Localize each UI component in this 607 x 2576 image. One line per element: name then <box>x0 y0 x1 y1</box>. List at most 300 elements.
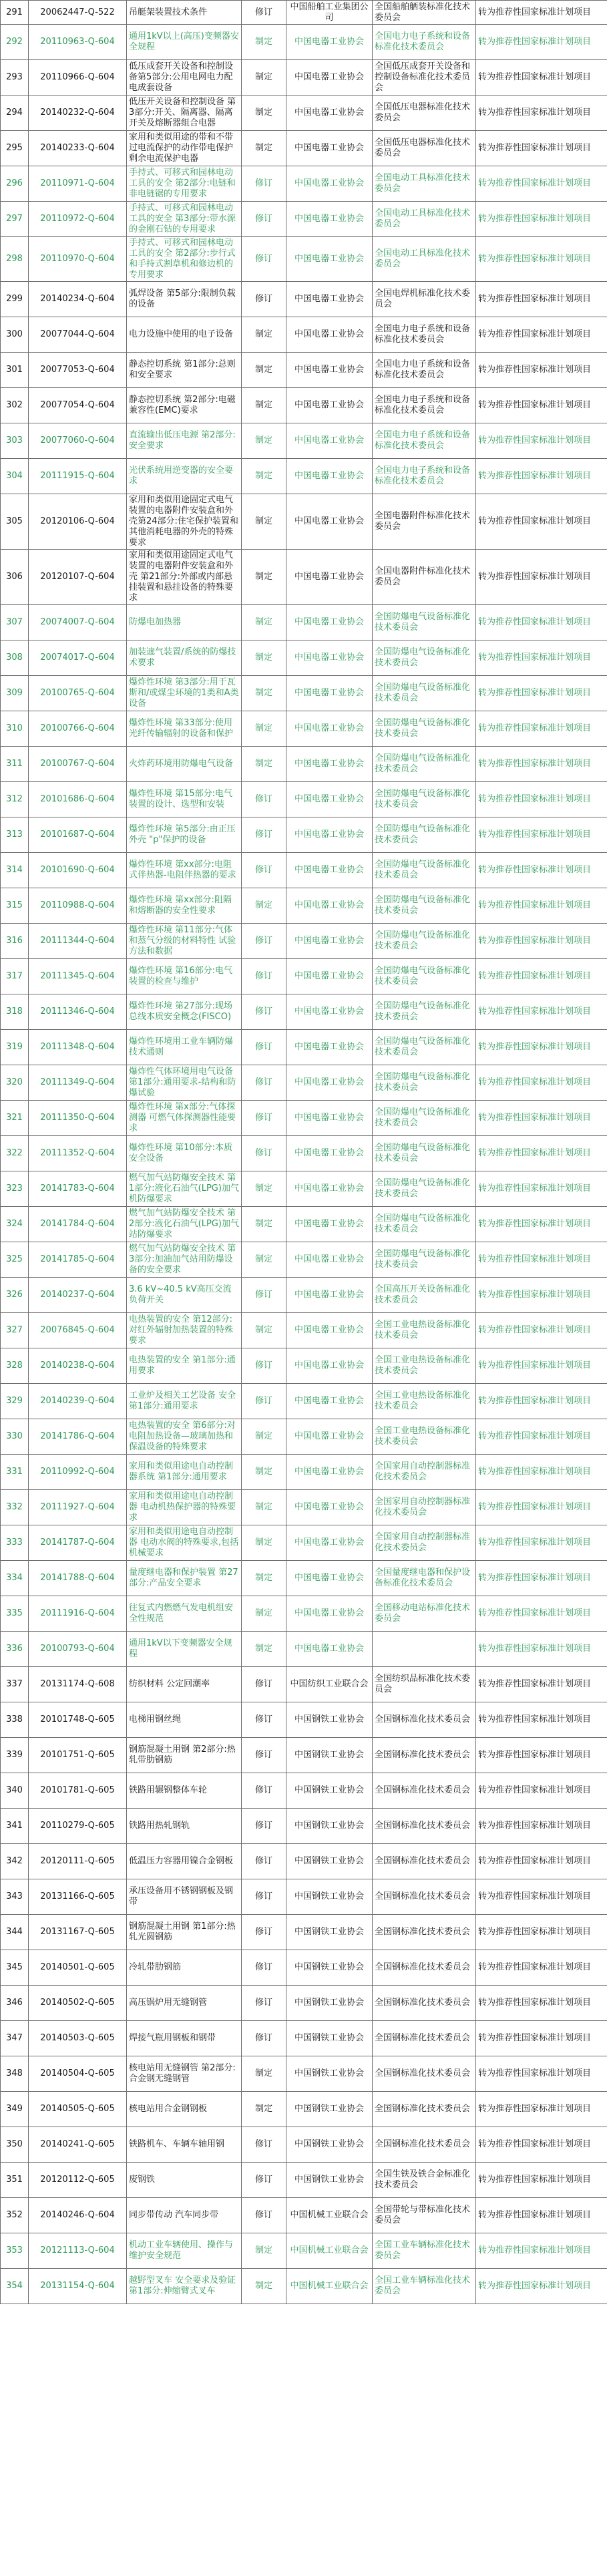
cell-name: 钢筋混凝土用钢 第2部分:热轧带肋钢筋 <box>127 1738 242 1773</box>
cell-type: 制定 <box>242 1207 286 1242</box>
cell-org: 中国机械工业联合会 <box>286 2198 373 2233</box>
cell-status: 转为推荐性国家标准计划项目 <box>476 423 607 459</box>
cell-no: 346 <box>1 1986 29 2021</box>
table-row <box>1 888 607 924</box>
cell-org: 中国电器工业协会 <box>286 202 373 237</box>
cell-org: 中国钢铁工业协会 <box>286 1844 373 1879</box>
cell-org: 中国电器工业协会 <box>286 1171 373 1207</box>
cell-type: 修订 <box>242 1702 286 1738</box>
cell-committee: 全国防爆电气设备标准化技术委员会 <box>373 959 476 994</box>
cell-name: 通用1kV以下变频器安全规程 <box>127 1632 242 1667</box>
cell-name: 火炸药环境用防爆电气设备 <box>127 747 242 782</box>
cell-code: 20110966-Q-604 <box>29 60 127 96</box>
cell-name: 弧焊设备 第5部分:限制负载的设备 <box>127 282 242 317</box>
cell-org: 中国电器工业协会 <box>286 1207 373 1242</box>
cell-no: 293 <box>1 60 29 96</box>
cell-code: 20111348-Q-604 <box>29 1030 127 1065</box>
cell-name: 电热装置的安全 第6部分:对电阻加热设备—玻璃加热和保温设备的特殊要求 <box>127 1419 242 1455</box>
cell-status: 转为推荐性国家标准计划项目 <box>476 1136 607 1171</box>
cell-type: 修订 <box>242 1773 286 1809</box>
cell-type: 修订 <box>242 959 286 994</box>
cell-org: 中国电器工业协会 <box>286 423 373 459</box>
table-row <box>1 1738 607 1773</box>
cell-name: 低温压力容器用镍合金钢板 <box>127 1844 242 1879</box>
table-row <box>1 202 607 237</box>
cell-code: 20077044-Q-604 <box>29 317 127 353</box>
cell-status: 转为推荐性国家标准计划项目 <box>476 1455 607 1490</box>
cell-code: 20110970-Q-604 <box>29 237 127 282</box>
cell-type: 制定 <box>242 60 286 96</box>
cell-status: 转为推荐性国家标准计划项目 <box>476 924 607 959</box>
cell-code: 20140232-Q-604 <box>29 96 127 131</box>
table-row <box>1 1561 607 1596</box>
cell-org: 中国钢铁工业协会 <box>286 2056 373 2092</box>
cell-committee: 全国钢标准化技术委员会 <box>373 1915 476 1950</box>
cell-no: 296 <box>1 166 29 202</box>
cell-committee: 全国防爆电气设备标准化技术委员会 <box>373 888 476 924</box>
cell-type: 修订 <box>242 2198 286 2233</box>
cell-name: 燃气加气站防爆安全技术 第3部分:加油加气站用防爆设备的安全要求 <box>127 1242 242 1278</box>
cell-code: 20110279-Q-605 <box>29 1809 127 1844</box>
cell-type: 修订 <box>242 994 286 1030</box>
cell-name: 量度继电器和保护装置 第27部分:产品安全要求 <box>127 1561 242 1596</box>
cell-committee: 全国低压成套开关设备和控制设备标准化技术委员会 <box>373 60 476 96</box>
cell-org: 中国电器工业协会 <box>286 605 373 640</box>
cell-org: 中国钢铁工业协会 <box>286 2021 373 2056</box>
table-row <box>1 676 607 711</box>
cell-no: 326 <box>1 1278 29 1313</box>
table-row <box>1 640 607 676</box>
table-row <box>1 317 607 353</box>
cell-committee: 全国防爆电气设备标准化技术委员会 <box>373 1030 476 1065</box>
cell-org: 中国电器工业协会 <box>286 282 373 317</box>
cell-code: 20110971-Q-604 <box>29 166 127 202</box>
cell-committee: 全国防爆电气设备标准化技术委员会 <box>373 924 476 959</box>
cell-no: 353 <box>1 2233 29 2269</box>
table-row <box>1 282 607 317</box>
cell-code: 20076845-Q-604 <box>29 1313 127 1348</box>
cell-status: 转为推荐性国家标准计划项目 <box>476 1561 607 1596</box>
cell-name: 家用和类似用途固定式电气装置的电器附件安装盒和外壳 第21部分:外部或内部悬挂装置和悬挂设备的特殊要求 <box>127 550 242 605</box>
cell-org: 中国电器工业协会 <box>286 494 373 550</box>
cell-type: 制定 <box>242 640 286 676</box>
cell-code: 20111352-Q-604 <box>29 1136 127 1171</box>
cell-name: 爆炸性环境 第x部分:气体探测器 可燃气体探测器性能要求 <box>127 1101 242 1136</box>
cell-name: 铁路用热轧钢轨 <box>127 1809 242 1844</box>
cell-status: 转为推荐性国家标准计划项目 <box>476 494 607 550</box>
cell-code: 20131166-Q-605 <box>29 1879 127 1915</box>
cell-no: 298 <box>1 237 29 282</box>
cell-name: 爆炸性环境 第15部分:电气装置的设计、选型和安装 <box>127 782 242 817</box>
cell-name: 铁路用辗钢整体车轮 <box>127 1773 242 1809</box>
cell-code: 20140505-Q-605 <box>29 2092 127 2127</box>
table-row <box>1 1278 607 1313</box>
cell-code: 20111915-Q-604 <box>29 459 127 494</box>
cell-status: 转为推荐性国家标准计划项目 <box>476 1419 607 1455</box>
table-row <box>1 2163 607 2198</box>
cell-org: 中国钢铁工业协会 <box>286 1915 373 1950</box>
cell-code: 20111344-Q-604 <box>29 924 127 959</box>
cell-no: 349 <box>1 2092 29 2127</box>
cell-type: 制定 <box>242 2056 286 2092</box>
cell-status: 转为推荐性国家标准计划项目 <box>476 1313 607 1348</box>
cell-name: 通用1kV以上(高压)变频器安全规程 <box>127 25 242 60</box>
table-row <box>1 423 607 459</box>
cell-name: 爆炸性环境 第xx部分:阻隔和熔断器的安全性要求 <box>127 888 242 924</box>
cell-no: 306 <box>1 550 29 605</box>
cell-status: 转为推荐性国家标准计划项目 <box>476 202 607 237</box>
cell-code: 20101687-Q-604 <box>29 817 127 853</box>
cell-org: 中国电器工业协会 <box>286 1242 373 1278</box>
cell-no: 339 <box>1 1738 29 1773</box>
cell-type: 修订 <box>242 1348 286 1384</box>
table-row <box>1 1136 607 1171</box>
cell-name: 电梯用钢丝绳 <box>127 1702 242 1738</box>
cell-org: 中国电器工业协会 <box>286 817 373 853</box>
cell-org: 中国钢铁工业协会 <box>286 1950 373 1986</box>
cell-status: 转为推荐性国家标准计划项目 <box>476 605 607 640</box>
cell-status: 转为推荐性国家标准计划项目 <box>476 1986 607 2021</box>
cell-code: 20100767-Q-604 <box>29 747 127 782</box>
cell-code: 20111916-Q-604 <box>29 1596 127 1632</box>
cell-status: 转为推荐性国家标准计划项目 <box>476 1773 607 1809</box>
cell-name: 3.6 kV~40.5 kV高压交流负荷开关 <box>127 1278 242 1313</box>
cell-no: 327 <box>1 1313 29 1348</box>
cell-name: 机动工业车辆使用、操作与维护安全规范 <box>127 2233 242 2269</box>
cell-type: 修订 <box>242 1879 286 1915</box>
cell-committee: 全国电力电子系统和设备标准化技术委员会 <box>373 25 476 60</box>
cell-name: 爆炸性环境 第xx部分:电阻式伴热器-电阻伴热器的要求 <box>127 853 242 888</box>
cell-type: 修订 <box>242 1667 286 1702</box>
cell-code: 20121113-Q-604 <box>29 2233 127 2269</box>
cell-committee: 全国钢标准化技术委员会 <box>373 2092 476 2127</box>
cell-status: 转为推荐性国家标准计划项目 <box>476 1950 607 1986</box>
cell-status: 转为推荐性国家标准计划项目 <box>476 2092 607 2127</box>
cell-status: 转为推荐性国家标准计划项目 <box>476 676 607 711</box>
cell-no: 331 <box>1 1455 29 1490</box>
cell-name: 爆炸性环境 第27部分:现场总线本质安全概念(FISCO) <box>127 994 242 1030</box>
cell-code: 20131154-Q-604 <box>29 2269 127 2304</box>
cell-name: 光伏系统用逆变器的安全要求 <box>127 459 242 494</box>
cell-status: 转为推荐性国家标准计划项目 <box>476 1 607 25</box>
cell-no: 350 <box>1 2127 29 2163</box>
table-row <box>1 1313 607 1348</box>
cell-status: 转为推荐性国家标准计划项目 <box>476 1844 607 1879</box>
cell-org: 中国电器工业协会 <box>286 994 373 1030</box>
cell-committee: 全国带轮与带标准化技术委员会 <box>373 2198 476 2233</box>
cell-name: 燃气加气站防爆安全技术 第1部分:液化石油气(LPG)加气机防爆要求 <box>127 1171 242 1207</box>
cell-status: 转为推荐性国家标准计划项目 <box>476 1809 607 1844</box>
table-row <box>1 25 607 60</box>
cell-name: 家用和类似用途固定式电气装置的电器附件安装盒和外壳第24部分:住宅保护装置和其他消耗电器的外壳的特殊要求 <box>127 494 242 550</box>
cell-status: 转为推荐性国家标准计划项目 <box>476 1171 607 1207</box>
cell-no: 352 <box>1 2198 29 2233</box>
cell-no: 319 <box>1 1030 29 1065</box>
cell-committee: 全国钢标准化技术委员会 <box>373 2021 476 2056</box>
cell-type: 制定 <box>242 1242 286 1278</box>
cell-no: 292 <box>1 25 29 60</box>
cell-status: 转为推荐性国家标准计划项目 <box>476 1632 607 1667</box>
cell-status: 转为推荐性国家标准计划项目 <box>476 388 607 423</box>
cell-org: 中国钢铁工业协会 <box>286 2127 373 2163</box>
table-row <box>1 2092 607 2127</box>
cell-code: 20101686-Q-604 <box>29 782 127 817</box>
cell-no: 309 <box>1 676 29 711</box>
cell-type: 制定 <box>242 1596 286 1632</box>
cell-name: 直流输出低压电源 第2部分:安全要求 <box>127 423 242 459</box>
cell-org: 中国机械工业联合会 <box>286 2233 373 2269</box>
cell-committee: 全国移动电站标准化技术委员会 <box>373 1596 476 1632</box>
cell-org: 中国电器工业协会 <box>286 1065 373 1101</box>
cell-status: 转为推荐性国家标准计划项目 <box>476 237 607 282</box>
cell-committee: 全国防爆电气设备标准化技术委员会 <box>373 782 476 817</box>
cell-type: 制定 <box>242 1490 286 1525</box>
cell-no: 325 <box>1 1242 29 1278</box>
cell-committee: 全国钢标准化技术委员会 <box>373 1773 476 1809</box>
cell-no: 328 <box>1 1348 29 1384</box>
cell-code: 20077054-Q-604 <box>29 388 127 423</box>
cell-name: 家用和类似用途电自动控制器系统 第1部分:通用要求 <box>127 1455 242 1490</box>
table-row <box>1 1702 607 1738</box>
cell-committee: 全国钢标准化技术委员会 <box>373 1986 476 2021</box>
cell-type: 修订 <box>242 1101 286 1136</box>
cell-committee: 全国电动工具标准化技术委员会 <box>373 202 476 237</box>
cell-status: 转为推荐性国家标准计划项目 <box>476 888 607 924</box>
cell-status: 转为推荐性国家标准计划项目 <box>476 1030 607 1065</box>
cell-status: 转为推荐性国家标准计划项目 <box>476 2269 607 2304</box>
cell-org: 中国电器工业协会 <box>286 1455 373 1490</box>
cell-code: 20140241-Q-605 <box>29 2127 127 2163</box>
cell-org: 中国电器工业协会 <box>286 924 373 959</box>
cell-type: 制定 <box>242 353 286 388</box>
cell-name: 加装遮气装置/系统的防爆技术要求 <box>127 640 242 676</box>
cell-committee: 全国钢标准化技术委员会 <box>373 1879 476 1915</box>
cell-no: 310 <box>1 711 29 747</box>
cell-code: 20141783-Q-604 <box>29 1171 127 1207</box>
cell-status: 转为推荐性国家标准计划项目 <box>476 2021 607 2056</box>
cell-no: 343 <box>1 1879 29 1915</box>
cell-org: 中国钢铁工业协会 <box>286 1738 373 1773</box>
cell-org: 中国电器工业协会 <box>286 1348 373 1384</box>
cell-committee: 全国高压开关设备标准化技术委员会 <box>373 1278 476 1313</box>
cell-committee <box>373 1632 476 1667</box>
cell-org: 中国电器工业协会 <box>286 550 373 605</box>
table-row <box>1 1632 607 1667</box>
cell-no: 336 <box>1 1632 29 1667</box>
cell-org: 中国电器工业协会 <box>286 1490 373 1525</box>
cell-code: 20100766-Q-604 <box>29 711 127 747</box>
cell-code: 20120111-Q-605 <box>29 1844 127 1879</box>
cell-type: 修订 <box>242 1915 286 1950</box>
cell-status: 转为推荐性国家标准计划项目 <box>476 25 607 60</box>
cell-code: 20140234-Q-604 <box>29 282 127 317</box>
cell-status: 转为推荐性国家标准计划项目 <box>476 747 607 782</box>
cell-code: 20141784-Q-604 <box>29 1207 127 1242</box>
cell-org: 中国电器工业协会 <box>286 782 373 817</box>
cell-no: 314 <box>1 853 29 888</box>
table-row <box>1 1065 607 1101</box>
cell-committee: 全国电力电子系统和设备标准化技术委员会 <box>373 459 476 494</box>
cell-org: 中国电器工业协会 <box>286 96 373 131</box>
table-row <box>1 166 607 202</box>
cell-code: 20100793-Q-604 <box>29 1632 127 1667</box>
cell-committee: 全国防爆电气设备标准化技术委员会 <box>373 605 476 640</box>
cell-status: 转为推荐性国家标准计划项目 <box>476 1384 607 1419</box>
cell-status: 转为推荐性国家标准计划项目 <box>476 2163 607 2198</box>
cell-no: 295 <box>1 131 29 166</box>
cell-name: 爆炸性环境 第5部分:由正压外壳 "p"保护的设备 <box>127 817 242 853</box>
cell-no: 323 <box>1 1171 29 1207</box>
cell-no: 330 <box>1 1419 29 1455</box>
cell-name: 纺织材料 公定回潮率 <box>127 1667 242 1702</box>
cell-status: 转为推荐性国家标准计划项目 <box>476 1065 607 1101</box>
cell-name: 防爆电加热器 <box>127 605 242 640</box>
cell-type: 修订 <box>242 1738 286 1773</box>
cell-no: 316 <box>1 924 29 959</box>
cell-type: 制定 <box>242 676 286 711</box>
cell-type: 修订 <box>242 166 286 202</box>
cell-status: 转为推荐性国家标准计划项目 <box>476 131 607 166</box>
cell-type: 制定 <box>242 1561 286 1596</box>
cell-code: 20110972-Q-604 <box>29 202 127 237</box>
cell-name: 吊艇架装置技术条件 <box>127 1 242 25</box>
cell-committee: 全国电动工具标准化技术委员会 <box>373 237 476 282</box>
cell-committee: 全国防爆电气设备标准化技术委员会 <box>373 676 476 711</box>
cell-committee: 全国电器附件标准化技术委员会 <box>373 550 476 605</box>
cell-org: 中国电器工业协会 <box>286 1278 373 1313</box>
cell-code: 20140239-Q-604 <box>29 1384 127 1419</box>
cell-name: 钢筋混凝土用钢 第1部分:热轧光圆钢筋 <box>127 1915 242 1950</box>
cell-name: 电力设施中使用的电子设备 <box>127 317 242 353</box>
cell-type: 修订 <box>242 202 286 237</box>
cell-name: 静态控切系统 第1部分:总则和安全要求 <box>127 353 242 388</box>
cell-type: 制定 <box>242 25 286 60</box>
table-row <box>1 1348 607 1384</box>
cell-code: 20140237-Q-604 <box>29 1278 127 1313</box>
table-row <box>1 388 607 423</box>
cell-org: 中国机械工业联合会 <box>286 2269 373 2304</box>
cell-type: 制定 <box>242 711 286 747</box>
cell-status: 转为推荐性国家标准计划项目 <box>476 2056 607 2092</box>
cell-code: 20140502-Q-605 <box>29 1986 127 2021</box>
cell-no: 338 <box>1 1702 29 1738</box>
cell-org: 中国电器工业协会 <box>286 353 373 388</box>
cell-status: 转为推荐性国家标准计划项目 <box>476 1702 607 1738</box>
cell-type: 制定 <box>242 1455 286 1490</box>
cell-committee: 全国电焊机标准化技术委员会 <box>373 282 476 317</box>
cell-name: 家用和类似用途的带和不带过电流保护的动作带电保护剩余电流保护电器 <box>127 131 242 166</box>
cell-committee: 全国工业电热设备标准化技术委员会 <box>373 1348 476 1384</box>
cell-committee: 全国防爆电气设备标准化技术委员会 <box>373 1101 476 1136</box>
cell-type: 制定 <box>242 2233 286 2269</box>
cell-org: 中国电器工业协会 <box>286 959 373 994</box>
cell-committee: 全国电力电子系统和设备标准化技术委员会 <box>373 317 476 353</box>
cell-status: 转为推荐性国家标准计划项目 <box>476 60 607 96</box>
cell-type: 修订 <box>242 924 286 959</box>
cell-type: 制定 <box>242 96 286 131</box>
cell-code: 20111350-Q-604 <box>29 1101 127 1136</box>
cell-status: 转为推荐性国家标准计划项目 <box>476 853 607 888</box>
cell-status: 转为推荐性国家标准计划项目 <box>476 353 607 388</box>
cell-name: 废钢铁 <box>127 2163 242 2198</box>
cell-org: 中国船舶工业集团公司 <box>286 1 373 25</box>
cell-name: 工业炉及相关工艺设备 安全 第1部分:通用要求 <box>127 1384 242 1419</box>
table-row <box>1 1030 607 1065</box>
cell-code: 20141785-Q-604 <box>29 1242 127 1278</box>
cell-org: 中国钢铁工业协会 <box>286 1986 373 2021</box>
cell-status: 转为推荐性国家标准计划项目 <box>476 1207 607 1242</box>
cell-status: 转为推荐性国家标准计划项目 <box>476 959 607 994</box>
cell-type: 修订 <box>242 1986 286 2021</box>
cell-org: 中国电器工业协会 <box>286 1313 373 1348</box>
cell-org: 中国电器工业协会 <box>286 60 373 96</box>
cell-org: 中国电器工业协会 <box>286 1596 373 1632</box>
cell-code: 20141788-Q-604 <box>29 1561 127 1596</box>
cell-no: 347 <box>1 2021 29 2056</box>
cell-no: 302 <box>1 388 29 423</box>
cell-name: 铁路机车、车辆车轴用钢 <box>127 2127 242 2163</box>
cell-code: 20141787-Q-604 <box>29 1525 127 1561</box>
cell-type: 修订 <box>242 282 286 317</box>
cell-no: 303 <box>1 423 29 459</box>
cell-no: 351 <box>1 2163 29 2198</box>
cell-code: 20111349-Q-604 <box>29 1065 127 1101</box>
table-row <box>1 459 607 494</box>
table-row <box>1 2233 607 2269</box>
cell-name: 电热装置的安全 第12部分:对红外辐射加热装置的特殊要求 <box>127 1313 242 1348</box>
cell-type: 制定 <box>242 605 286 640</box>
cell-committee: 全国低压电器标准化技术委员会 <box>373 131 476 166</box>
cell-org: 中国电器工业协会 <box>286 888 373 924</box>
cell-org: 中国钢铁工业协会 <box>286 1879 373 1915</box>
cell-org: 中国纺织工业联合会 <box>286 1667 373 1702</box>
cell-name: 核电站用合金钢钢板 <box>127 2092 242 2127</box>
cell-no: 335 <box>1 1596 29 1632</box>
cell-type: 修订 <box>242 1809 286 1844</box>
cell-type: 制定 <box>242 1632 286 1667</box>
cell-committee: 全国家用自动控制器标准化技术委员会 <box>373 1455 476 1490</box>
cell-committee: 全国工业车辆标准化技术委员会 <box>373 2269 476 2304</box>
cell-status: 转为推荐性国家标准计划项目 <box>476 2233 607 2269</box>
table-row <box>1 550 607 605</box>
table-row <box>1 60 607 96</box>
cell-code: 20120107-Q-604 <box>29 550 127 605</box>
cell-committee: 全国量度继电器和保护设备标准化技术委员会 <box>373 1561 476 1596</box>
table-row <box>1 96 607 131</box>
cell-status: 转为推荐性国家标准计划项目 <box>476 1525 607 1561</box>
cell-name: 低压开关设备和控制设备 第3部分:开关、隔离器、隔离开关及熔断器组合电器 <box>127 96 242 131</box>
cell-no: 344 <box>1 1915 29 1950</box>
cell-no: 308 <box>1 640 29 676</box>
cell-type: 制定 <box>242 2269 286 2304</box>
cell-no: 312 <box>1 782 29 817</box>
cell-status: 转为推荐性国家标准计划项目 <box>476 1738 607 1773</box>
cell-status: 转为推荐性国家标准计划项目 <box>476 2198 607 2233</box>
table-row <box>1 2198 607 2233</box>
cell-type: 制定 <box>242 1171 286 1207</box>
cell-name: 家用和类似用途电自动控制器 电动机热保护器的特殊要求 <box>127 1490 242 1525</box>
table-row <box>1 747 607 782</box>
cell-committee: 全国钢标准化技术委员会 <box>373 1809 476 1844</box>
cell-type: 修订 <box>242 1844 286 1879</box>
cell-no: 341 <box>1 1809 29 1844</box>
cell-committee: 全国家用自动控制器标准化技术委员会 <box>373 1490 476 1525</box>
table-row <box>1 2127 607 2163</box>
cell-type: 修订 <box>242 1065 286 1101</box>
cell-type: 修订 <box>242 1384 286 1419</box>
cell-code: 20140246-Q-604 <box>29 2198 127 2233</box>
cell-name: 焊接气瓶用钢板和钢带 <box>127 2021 242 2056</box>
